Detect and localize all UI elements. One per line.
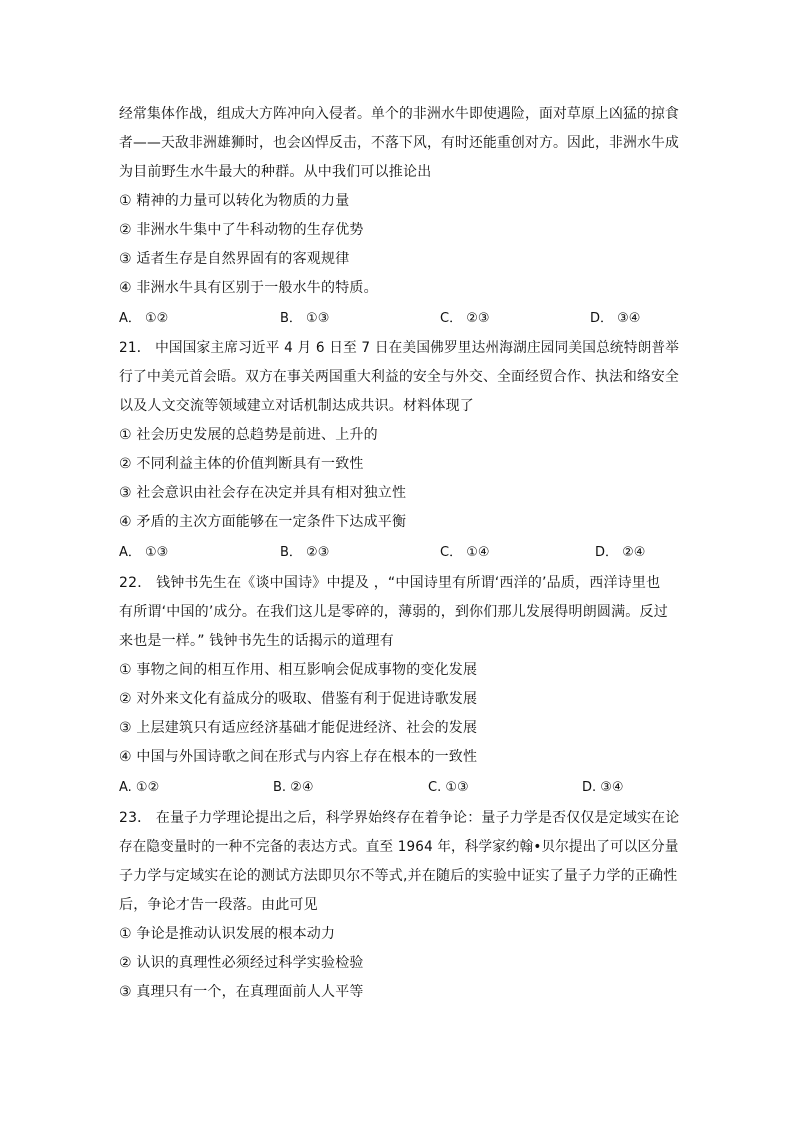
q23-item-3: ③ 真理只有一个，在真理面前人人平等 [119,984,364,1000]
q21-text-line-1: 21． 中国国家主席习近平 4 月 6 日至 7 日在美国佛罗里达州海湖庄园同美国总统特朗普举 [119,340,680,356]
q22-item-4: ④ 中国与外国诗歌之间在形式与内容上存在根本的一致性 [119,749,478,765]
q21-item-1: ① 社会历史发展的总趋势是前进、上升的 [119,427,378,443]
q21-item-4: ④ 矛盾的主次方面能够在一定条件下达成平衡 [119,514,407,530]
q22-item-2: ② 对外来文化有益成分的吸取、借鉴有利于促进诗歌发展 [119,691,478,707]
q20-item-1: ① 精神的力量可以转化为物质的力量 [119,193,350,209]
q22-option-d: D. ③④ [582,780,624,795]
q21-text-line-2: 行了中美元首会晤。双方在事关两国重大利益的安全与外交、全面经贸合作、执法和络安全 [119,369,679,385]
q22-item-1: ① 事物之间的相互作用、相互影响会促成事物的变化发展 [119,662,478,678]
q21-item-2: ② 不同利益主体的价值判断具有一致性 [119,456,364,472]
q20-text-line-3: 为目前野生水牛最大的种群。从中我们可以推论出 [119,164,432,180]
q20-option-d: D． ③④ [590,311,641,326]
q20-option-a: A． ①② [119,311,169,326]
q23-item-1: ① 争论是推动认识发展的根本动力 [119,926,336,942]
q21-item-3: ③ 社会意识由社会存在决定并具有相对独立性 [119,485,407,501]
q21-option-b: B． ②③ [280,545,330,560]
q20-item-4: ④ 非洲水牛具有区别于一般水牛的特质。 [119,280,378,296]
q20-item-2: ② 非洲水牛集中了牛科动物的生存优势 [119,222,364,238]
q22-option-b: B. ②④ [273,780,314,795]
q21-text-line-3: 以及人文交流等领域建立对话机制达成共识。材料体现了 [119,398,474,414]
q22-option-c: C. ①③ [428,780,469,795]
q23-item-2: ② 认识的真理性必须经过科学实验检验 [119,955,364,971]
q20-option-b: B． ①③ [280,311,330,326]
q22-text-line-1: 22． 钱钟书先生在《谈中国诗》中提及 ，“中国诗里有所谓‘西洋的’品质，西洋诗里也 [119,575,661,591]
q22-item-3: ③ 上层建筑只有适应经济基础才能促进经济、社会的发展 [119,720,478,736]
q20-item-3: ③ 适者生存是自然界固有的客观规律 [119,251,350,267]
q23-text-line-4: 后，争论才告一段落。由此可见 [119,897,318,913]
q22-option-a: A. ①② [119,780,160,795]
q22-text-line-3: 来也是一样。” 钱钟书先生的话揭示的道理有 [119,633,394,649]
q23-text-line-3: 子力学与定域实在论的测试方法即贝尔不等式,并在随后的实验中证实了量子力学的正确性 [119,868,678,884]
q23-text-line-2: 存在隐变量时的一种不完备的表达方式。直至 1964 年，科学家约翰•贝尔提出了可以区分量 [119,839,679,855]
q23-text-line-1: 23． 在量子力学理论提出之后，科学界始终存在着争论：量子力学是否仅仅是定域实在论 [119,810,680,826]
q20-option-c: C． ②③ [440,311,490,326]
q21-option-d: D． ②④ [595,545,646,560]
q22-text-line-2: 有所谓‘中国的’成分。在我们这儿是零碎的，薄弱的，到你们那儿发展得明朗圆满。反过 [119,604,668,620]
q21-option-c: C． ①④ [440,545,490,560]
q21-option-a: A． ①③ [119,545,169,560]
q20-text-line-2: 者——天敌非洲雄狮时，也会凶悍反击，不落下风，有时还能重创对方。因此，非洲水牛成 [119,135,679,151]
q20-text-line-1: 经常集体作战，组成大方阵冲向入侵者。单个的非洲水牛即使遇险，面对草原上凶猛的掠食 [119,106,679,122]
